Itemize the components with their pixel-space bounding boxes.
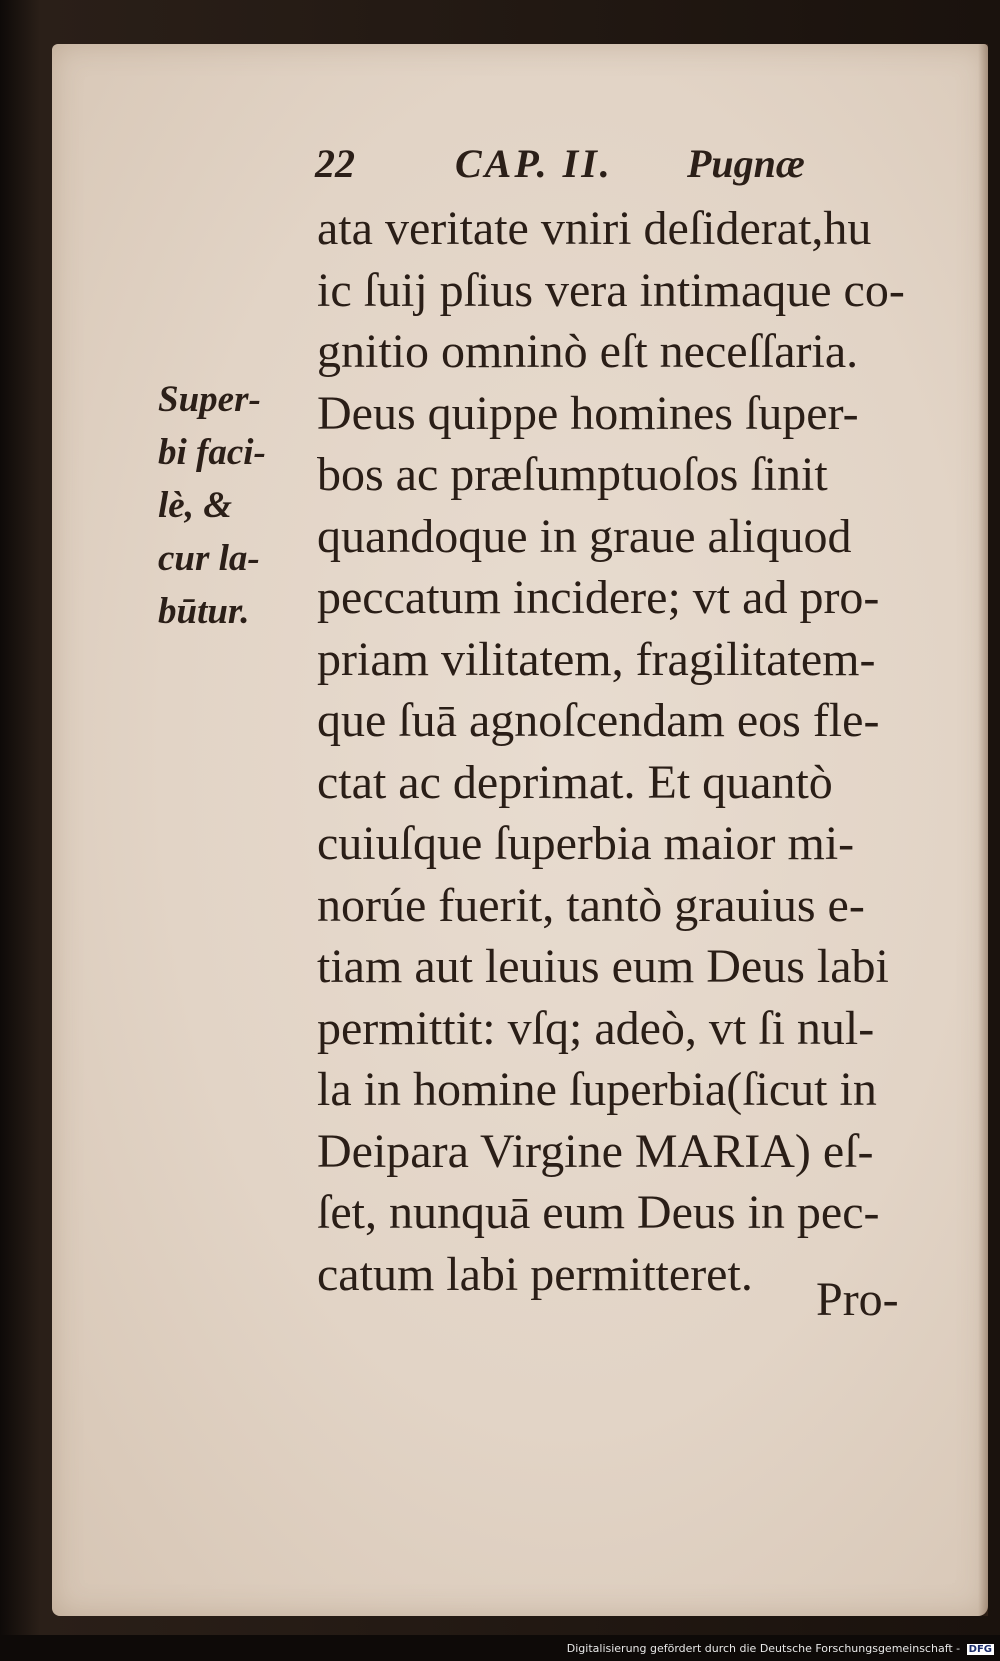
text-line: ctat ac deprimat. Et quantò: [317, 755, 833, 809]
text-line: norúe fuerit, tantò grauius e-: [317, 878, 865, 932]
dfg-logo: DFG: [968, 1644, 992, 1655]
marginal-note: [158, 373, 298, 638]
text-line: Deipara Virgine MARIA) eſ-: [317, 1124, 874, 1178]
text-line: ic ſuij pſius vera intimaque co-: [317, 263, 905, 317]
text-line: quandoque in graue aliquod: [317, 509, 852, 563]
text-line: Deus quippe homines ſuper-: [317, 386, 859, 440]
page-number: 22: [315, 141, 355, 186]
running-head: [315, 140, 875, 200]
text-line: ſet, nunquā eum Deus in pec-: [317, 1186, 880, 1239]
text-line: ata veritate vniri deſiderat,hu: [317, 202, 872, 255]
marginal-note-line: būtur.: [158, 591, 250, 632]
credit-text: Digitalisierung gefördert durch die Deutsche Forschungsgemeinschaft -: [566, 1642, 961, 1655]
marginal-note-line: bi faci-: [158, 432, 266, 473]
text-line: permittit: vſq; adeò, vt ſi nul-: [317, 1001, 875, 1055]
digitization-credit: [567, 1642, 994, 1655]
text-line: la in homine ſuperbia(ſicut in: [317, 1063, 877, 1116]
catchword: Pro-: [816, 1273, 899, 1326]
marginal-note-line: Super-: [158, 379, 261, 420]
text-line: bos ac præſumptuoſos ſinit: [317, 448, 828, 501]
marginal-note-line: lè, &: [158, 485, 232, 526]
running-title-word: Pugnæ: [687, 141, 805, 186]
text-line: catum labi permitteret.: [317, 1247, 753, 1301]
text-line: peccatum incidere; vt ad pro-: [317, 571, 880, 624]
text-line: cuiuſque ſuperbia maior mi-: [317, 817, 855, 870]
text-line: tiam aut leuius eum Deus labi: [317, 940, 889, 993]
body-text: [317, 198, 1000, 1305]
text-line: que ſuā agnoſcendam eos fle-: [317, 694, 880, 747]
chapter-heading: CAP. II.: [455, 141, 613, 186]
marginal-note-line: cur la-: [158, 538, 260, 579]
text-line: gnitio omninò eſt neceſſaria.: [317, 325, 859, 378]
text-line: priam vilitatem, fragilitatem-: [317, 632, 876, 686]
